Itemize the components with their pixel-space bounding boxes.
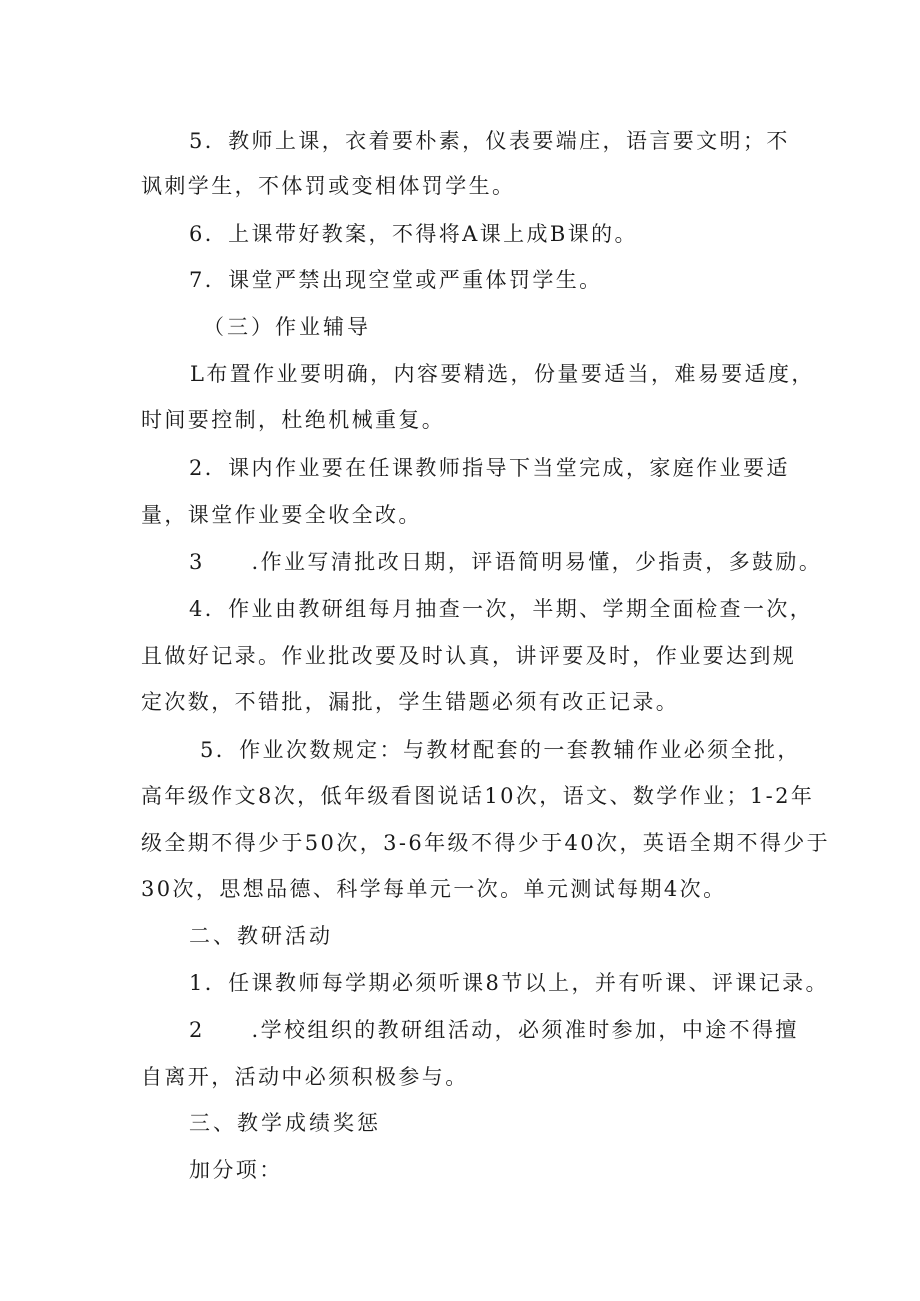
- paragraph-line: 且做好记录。作业批改要及时认真，讲评要及时，作业要达到规: [141, 644, 797, 668]
- section-heading: 二、教研活动: [189, 924, 333, 948]
- paragraph-line: 级全期不得少于50次，3-6年级不得少于40次，英语全期不得少于: [141, 831, 831, 855]
- paragraph-line: 2 .学校组织的教研组活动，必须准时参加，中途不得擅: [189, 1018, 799, 1042]
- paragraph-line: 3 .作业写清批改日期，评语简明易懂，少指责，多鼓励。: [189, 550, 823, 574]
- paragraph-line: 时间要控制，杜绝机械重复。: [141, 408, 446, 432]
- paragraph-line: 加分项：: [189, 1158, 283, 1182]
- paragraph-line: 4．作业由教研组每月抽查一次，半期、学期全面检查一次，: [189, 597, 814, 621]
- paragraph-line: L布置作业要明确，内容要精选，份量要适当，难易要适度，: [190, 362, 815, 386]
- paragraph-line: 自离开，活动中必须积极参与。: [141, 1065, 469, 1089]
- paragraph-line: 量，课堂作业要全收全改。: [141, 503, 422, 527]
- paragraph-line: 定次数，不错批，漏批，学生错题必须有改正记录。: [141, 690, 680, 714]
- paragraph-line: 7．课堂严禁出现空堂或严重体罚学生。: [189, 268, 603, 292]
- paragraph-line: 6．上课带好教案，不得将A课上成B课的。: [189, 222, 638, 246]
- section-heading: （三）作业辅导: [203, 315, 371, 339]
- paragraph-line: 2．课内作业要在任课教师指导下当堂完成，家庭作业要适: [189, 456, 790, 480]
- paragraph-line: 高年级作文8次，低年级看图说话10次，语文、数学作业；1-2年: [141, 784, 815, 808]
- paragraph-line: 1．任课教师每学期必须听课8节以上，并有听课、评课记录。: [189, 971, 829, 995]
- paragraph-line: 5．作业次数规定：与教材配套的一套教辅作业必须全批，: [200, 738, 801, 762]
- section-heading: 三、教学成绩奖惩: [189, 1111, 381, 1135]
- paragraph-line: 讽刺学生，不体罚或变相体罚学生。: [141, 174, 516, 198]
- paragraph-line: 30次，思想品德、科学每单元一次。单元测试每期4次。: [141, 877, 727, 901]
- paragraph-line: 5．教师上课，衣着要朴素，仪表要端庄，语言要文明；不: [189, 129, 790, 153]
